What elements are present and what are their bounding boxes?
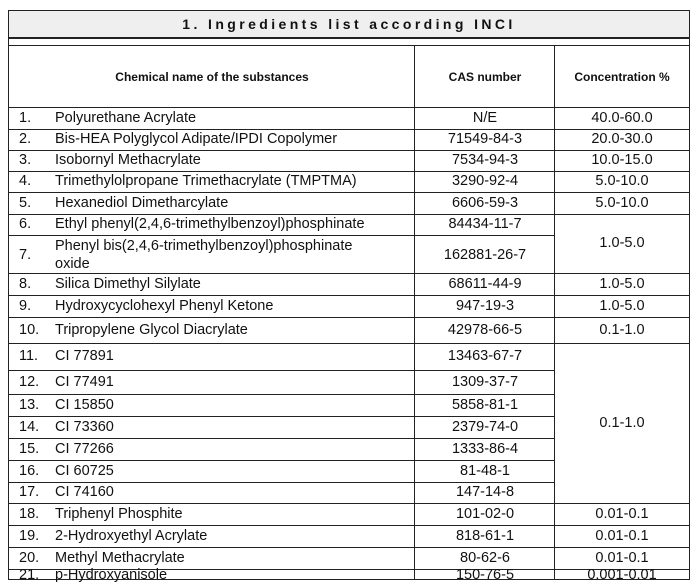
chemical-name: Methyl Methacrylate [55,550,185,566]
row-number: 5. [19,195,32,211]
cas-number: 42978-66-5 [447,322,523,338]
row-number: 13. [19,397,40,413]
row-number: 7. [19,247,32,263]
row-number: 4. [19,173,32,189]
row-number: 21. [19,567,40,583]
row-divider [9,343,689,344]
concentration: 1.0-5.0 [599,235,645,251]
cas-number: 80-62-6 [460,550,510,566]
table-title: 1. Ingredients list according INCI [9,11,689,39]
row-divider [9,503,689,504]
row-number: 11. [19,348,39,364]
chemical-name: Bis-HEA Polyglycol Adipate/IPDI Copolymer [55,131,338,147]
concentration: 5.0-10.0 [595,195,649,211]
concentration: 0.01-0.1 [595,506,649,522]
chemical-name: Triphenyl Phosphite [55,506,183,522]
chemical-name: CI 60725 [55,463,114,479]
row-number: 15. [19,441,40,457]
row-number: 9. [19,298,32,314]
cas-number: 162881-26-7 [443,247,527,263]
cas-number: 1333-86-4 [451,441,519,457]
row-number: 12. [19,374,40,390]
cas-number: 2379-74-0 [451,419,519,435]
concentration: 0.1-1.0 [599,322,645,338]
row-divider [9,394,555,395]
chemical-name-continuation: oxide [55,256,90,272]
row-divider [9,273,689,274]
chemical-name: CI 74160 [55,484,114,500]
row-number: 18. [19,506,40,522]
concentration: 1.0-5.0 [599,276,645,292]
header-bottom-line [9,107,689,108]
chemical-name: Hexanediol Dimetharcylate [55,195,229,211]
header-cas-number: CAS number [415,45,555,107]
concentration: 0.1-1.0 [599,415,645,431]
cas-number: 818-61-1 [455,528,515,544]
row-divider [9,460,555,461]
chemical-name: Tripropylene Glycol Diacrylate [55,322,248,338]
chemical-name: Isobornyl Methacrylate [55,152,201,168]
concentration: 40.0-60.0 [591,110,653,126]
row-divider [9,192,689,193]
concentration: 1.0-5.0 [599,298,645,314]
row-number: 10. [19,322,40,338]
row-divider [9,235,555,236]
row-number: 6. [19,216,32,232]
concentration: 10.0-15.0 [591,152,653,168]
chemical-name: p-Hydroxyanisole [55,567,168,583]
row-number: 1. [19,110,32,126]
concentration: 0.01-0.1 [595,528,649,544]
row-number: 16. [19,463,40,479]
row-number: 19. [19,528,40,544]
row-divider [9,547,689,548]
chemical-name: CI 73360 [55,419,114,435]
header-chemical-name: Chemical name of the substances [9,45,415,107]
cas-number: 147-14-8 [455,484,515,500]
cas-number: 101-02-0 [455,506,515,522]
chemical-name: Phenyl bis(2,4,6-trimethylbenzoyl)phosphinate [55,238,353,254]
cas-number: 150-76-5 [455,567,515,583]
row-number: 3. [19,152,32,168]
chemical-name: CI 77491 [55,374,114,390]
row-divider [9,438,555,439]
concentration: 5.0-10.0 [595,173,649,189]
row-number: 17. [19,484,40,500]
chemical-name: Ethyl phenyl(2,4,6-trimethylbenzoyl)phosphinate [55,216,365,232]
row-number: 8. [19,276,32,292]
cas-number: 6606-59-3 [451,195,519,211]
chemical-name: CI 77266 [55,441,114,457]
row-divider [9,370,555,371]
cas-number: 7534-94-3 [451,152,519,168]
concentration: 0.001-0.01 [587,567,657,583]
row-number: 2. [19,131,32,147]
cas-number: 3290-92-4 [451,173,519,189]
cas-number: N/E [472,110,498,126]
row-number: 14. [19,419,40,435]
row-divider [9,416,555,417]
header-concentration: Concentration % [555,45,689,107]
row-divider [9,295,689,296]
chemical-name: Hydroxycyclohexyl Phenyl Ketone [55,298,274,314]
chemical-name: CI 15850 [55,397,114,413]
chemical-name: Trimethylolpropane Trimethacrylate (TMPTMA) [55,173,357,189]
cas-number: 947-19-3 [455,298,515,314]
cas-number: 5858-81-1 [451,397,519,413]
cas-number: 13463-67-7 [447,348,523,364]
concentration: 20.0-30.0 [591,131,653,147]
chemical-name: 2-Hydroxyethyl Acrylate [55,528,208,544]
cas-number: 81-48-1 [460,463,510,479]
cas-number: 1309-37-7 [451,374,519,390]
row-number: 20. [19,550,40,566]
cas-number: 84434-11-7 [448,216,522,232]
ingredients-table [8,10,690,583]
cas-number: 71549-84-3 [447,131,523,147]
chemical-name: CI 77891 [55,348,114,364]
row-divider [9,317,689,318]
chemical-name: Silica Dimethyl Silylate [55,276,201,292]
cas-number: 68611-44-9 [448,276,522,292]
concentration: 0.01-0.1 [595,550,649,566]
chemical-name: Polyurethane Acrylate [55,110,197,126]
row-divider [9,525,689,526]
